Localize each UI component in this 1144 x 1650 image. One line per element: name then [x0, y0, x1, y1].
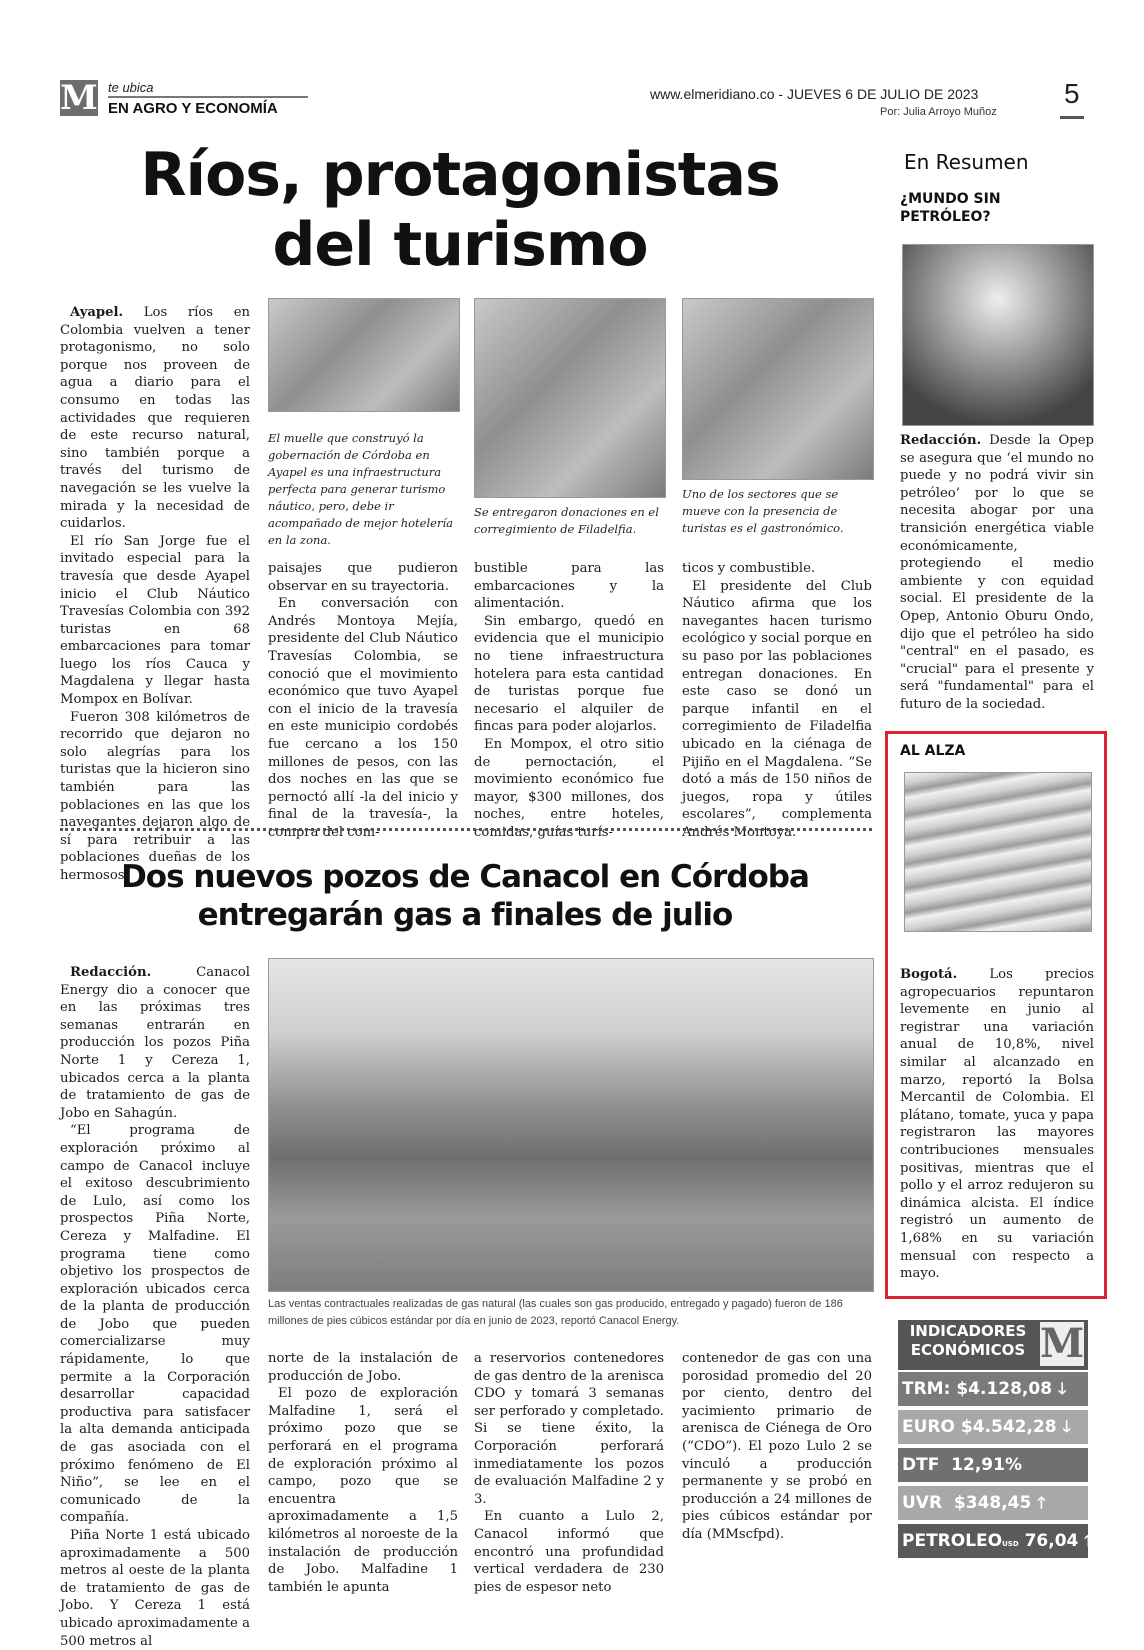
indicators-title: [904, 1322, 1032, 1360]
article1-column-3: [474, 560, 664, 842]
indicator-row-euro: [898, 1410, 1088, 1444]
article1-paragraph: En conversación con Andrés Montoya Mejía, presidente del Club Náutico Travesías Colombia, se conoció que el movimiento económico que tuvo Ayapel con el inicio de la travesía en este municipio cordobés fue cercano a los 150 millones de pesos, con las dos noches en las que se pernoctó allí -la del inicio y final de la travesía-, la compra del com-: [268, 596, 458, 840]
photo-plantains: [904, 772, 1092, 932]
sidebar-item1-heading-line1: ¿MUNDO SIN: [900, 191, 1001, 207]
article2-paragraph: norte de la instalación de producción de Jobo.: [268, 1351, 458, 1384]
indicator-label: EURO: [902, 1417, 955, 1437]
article2-headline-line2: entregarán gas a finales de julio: [197, 897, 733, 933]
section-name: EN AGRO Y ECONOMÍA: [108, 100, 278, 117]
article1-paragraph: Sin embargo, quedó en evidencia que el municipio no tiene infraestructura hotelera para esta cantidad de turistas porque fue necesario el alquiler de fincas para poder alojarlos.: [474, 613, 664, 735]
article2-column-3: [474, 1350, 664, 1596]
article1-text: Los ríos en Colombia vuelven a tener protagonismo, no solo porque nos proveen de agua a diario para el consumo en todas las actividades que requieren de este recurso natural, sino también porque a través del turismo de navegación se les vuelve la mirada y la necesidad de cuidarlos.: [60, 305, 250, 532]
indicator-label: DTF: [902, 1455, 940, 1475]
section-divider: [108, 96, 308, 98]
article1-paragraph: El río San Jorge fue el invitado especial para la travesía que desde Ayapel inicio el Club Náutico Travesías Colombia con 392 turistas en 68 embarcaciones para tomar luego los ríos Cauca y Magdalena y llegar hasta Mompox en Bolívar.: [60, 533, 250, 708]
article2-column-1: [60, 964, 250, 1650]
article1-paragraph: Fueron 308 kilómetros de recorrido que dejaron no solo alegrías para los turistas que la hicieron sino también para las poblaciones en las que los navegantes dejaron algo de sí para retribuir a las poblaciones dueñas de los hermosos: [60, 709, 250, 883]
sidebar-item2-heading: AL ALZA: [900, 743, 966, 759]
newspaper-logo: M: [60, 78, 98, 118]
photo-donations: [474, 298, 666, 498]
photo-oil-pipe: [902, 244, 1094, 426]
indicator-row-dtf: [898, 1448, 1088, 1482]
article1-dateline: Ayapel.: [70, 305, 124, 320]
article1-paragraph: En Mompox, el otro sitio de pernoctación, el movimiento económico fue mayor, $300 millones, dos noches, entre hoteles, comidas, guías turís-: [474, 736, 664, 840]
indicator-value: $4.542,28: [960, 1417, 1057, 1437]
section-kicker: te ubica: [108, 80, 154, 95]
article2-paragraph: El pozo de exploración Malfadine 1, será el próximo pozo que se perforará en el programa de exploración próximo al campo, pozo que se encuentra aproximadamente a 1,5 kilómetros al noroeste de la instalación de producción de Jobo. Malfadine 1 también le apunta: [268, 1386, 458, 1595]
indicator-label: TRM:: [902, 1379, 951, 1399]
sidebar-item1-dateline: Redacción.: [900, 433, 982, 448]
byline: Por: Julia Arroyo Muñoz: [880, 106, 997, 118]
article1-paragraph: ticos y combustible.: [682, 561, 816, 576]
article2-paragraph: contenedor de gas con una porosidad promedio del 20 por ciento, dentro del yacimiento primario de arenisca de Ciénega de Oro (“CDO”). El pozo Lulo 2 se vinculó a producción permanente y se probó en producción a 24 millones de pies cúbicos estándar por día (MMscfpd).: [682, 1351, 872, 1542]
article2-paragraph: a reservorios contenedores de gas dentro de la arenisca CDO y tomará 3 semanas ser perforado y completado. Si se tiene éxito, la Corporación perforará inmediatamente los pozos de evaluación Malfadine 2 y 3.: [474, 1351, 664, 1507]
page-number-underline: [1060, 116, 1084, 119]
indicator-value: 12,91%: [951, 1455, 1022, 1475]
article1-column-4: [682, 560, 872, 842]
photo-caption: Las ventas contractuales realizadas de gas natural (las cuales son gas producido, entregado y pagado) fueron de 186 millones de pies cúbicos estándar por día en junio de 2023, reportó Canacol Energy.: [268, 1298, 843, 1327]
article1-paragraph: bustible para las embarcaciones y la alimentación.: [474, 561, 664, 612]
article2-dateline: Redacción.: [70, 965, 152, 980]
photo-dock-boats: [268, 298, 460, 412]
photo-caption: Se entregaron donaciones en el corregimiento de Filadelfia.: [474, 505, 659, 536]
arrow-down-icon: 🡓: [1062, 1417, 1071, 1436]
sidebar-title: En Resumen: [904, 150, 1029, 174]
indicator-unit: USD: [1002, 1540, 1019, 1548]
photo-caption: Uno de los sectores que se mueve con la presencia de turistas es el gastronómico.: [682, 487, 844, 535]
indicators-title-line1: INDICADORES: [909, 1322, 1027, 1340]
article2-column-2: [268, 1350, 458, 1596]
website-date: www.elmeridiano.co - JUEVES 6 DE JULIO DE 2023: [650, 86, 979, 102]
article1-column-1: [60, 304, 250, 885]
article1-paragraph: El presidente del Club Náutico afirma que los navegantes hacen turismo ecológico y social porque en su paso por las poblaciones entregan donaciones. En este caso se donó un parque infantil en el corregimiento de Filadelfia ubicado en la ciénaga de Pijiño en el Magdalena. “Se dotó a más de 150 niños de juegos, ropa y útiles escolares”, complementa Andrés Montoya.: [682, 578, 872, 840]
article2-headline: [90, 858, 840, 934]
article1-headline-line1: Ríos, protagonistas: [140, 140, 780, 210]
article2-paragraph: [60, 964, 250, 1122]
article2-paragraph: En cuanto a Lulo 2, Canacol informó que encontró una profundidad vertical verdadera de 230 pies de espesor neto: [474, 1509, 664, 1595]
arrow-up-icon: 🡑: [1084, 1531, 1093, 1550]
sidebar-item2-body: [900, 966, 1094, 1283]
arrow-down-icon: 🡓: [1057, 1379, 1067, 1398]
indicator-value: $4.128,08: [956, 1379, 1053, 1399]
article2-paragraph: Piña Norte 1 está ubicado aproximadamente a 500 metros al oeste de la planta de tratamiento de gas de Jobo. Y Cereza 1 está ubicado aproximadamente a 500 metros al: [60, 1528, 250, 1649]
article2-paragraph: “El programa de exploración próximo al campo de Canacol incluye el exitoso descubrimiento de Lulo, así como los prospectos Piña Norte, Cereza y Malfadine. El programa tiene como objetivo los prospectos de exploración ubicados cerca de la planta de producción de Jobo que pueden comercializarse muy rápidamente, lo que permite a la Corporación desarrollar capacidad productiva para satisfacer la alta demanda anticipada de gas asociada con el próximo fenómeno de El Niño”, se lee en el comunicado de la compañía.: [60, 1123, 250, 1526]
indicators-title-line2: ECONÓMICOS: [910, 1341, 1026, 1359]
sidebar-item1-heading: [900, 190, 1100, 226]
sidebar-item2-dateline: Bogotá.: [900, 967, 958, 982]
sidebar-item1-text: Desde la Opep se asegura que ‘el mundo no puede y no podrá vivir sin petróleo’ por lo que se necesita abogar por una transición energética viable económicamente, protegiendo el medio ambiente y con equidad social. El presidente de la Opep, Antonio Oburu Ondo, dijo que el petróleo ha sido "central" en el pasado, es "crucial" para el presente y será "fundamental" para el futuro de la sociedad.: [900, 433, 1094, 712]
article-separator: [60, 828, 872, 831]
indicator-row-trm: [898, 1372, 1088, 1406]
sidebar-item1-heading-line2: PETRÓLEO?: [900, 209, 991, 225]
article2-column-4: [682, 1350, 872, 1544]
sidebar-item1-body: [900, 432, 1094, 714]
indicator-row-uvr: [898, 1486, 1088, 1520]
indicator-value: $348,45: [953, 1493, 1032, 1513]
photo-caption: El muelle que construyó la gobernación de Córdoba en Ayapel es una infraestructura perfecta para generar turismo náutico, pero, debe ir acompañado de mejor hotelería en la zona.: [268, 431, 453, 547]
article2-text: Canacol Energy dio a conocer que en las próximas tres semanas entrarán en producción los pozos Piña Norte 1 y Cereza 1, ubicados cerca a la planta de tratamiento de gas de Jobo en Sahagún.: [60, 965, 250, 1121]
article2-headline-line1: Dos nuevos pozos de Canacol en Córdoba: [121, 859, 809, 895]
arrow-up-icon: 🡑: [1037, 1493, 1046, 1512]
article1-headline: [110, 140, 810, 280]
indicator-label: UVR: [902, 1493, 943, 1513]
photo-gas-drilling-site: [268, 958, 874, 1292]
sidebar-item2-text: Los precios agropecuarios repuntaron levemente en junio al registrar una variación anual de 10,8%, nivel similar al alcanzado en marzo, reportó la Bolsa Mercantil de Colombia. El plátano, tomate, yuca y papa registraron las mayores contribuciones mensuales positivas, mientras que el pollo y el arroz redujeron su dinámica alcista. El índice registró un aumento de 1,68% en su variación mensual con respecto a mayo.: [900, 967, 1094, 1282]
page-number: 5: [1064, 78, 1080, 109]
indicator-row-petroleo: [898, 1524, 1093, 1558]
article1-paragraph: [60, 304, 250, 533]
indicators-logo: M: [1040, 1320, 1085, 1367]
article1-column-2: [268, 560, 458, 842]
photo-restaurant: [682, 298, 874, 480]
article1-paragraph: paisajes que pudieron observar en su trayectoria.: [268, 561, 458, 594]
article1-headline-line2: del turismo: [272, 210, 648, 280]
indicator-value: 76,04: [1024, 1531, 1079, 1551]
indicator-label: PETROLEO: [902, 1531, 1003, 1551]
